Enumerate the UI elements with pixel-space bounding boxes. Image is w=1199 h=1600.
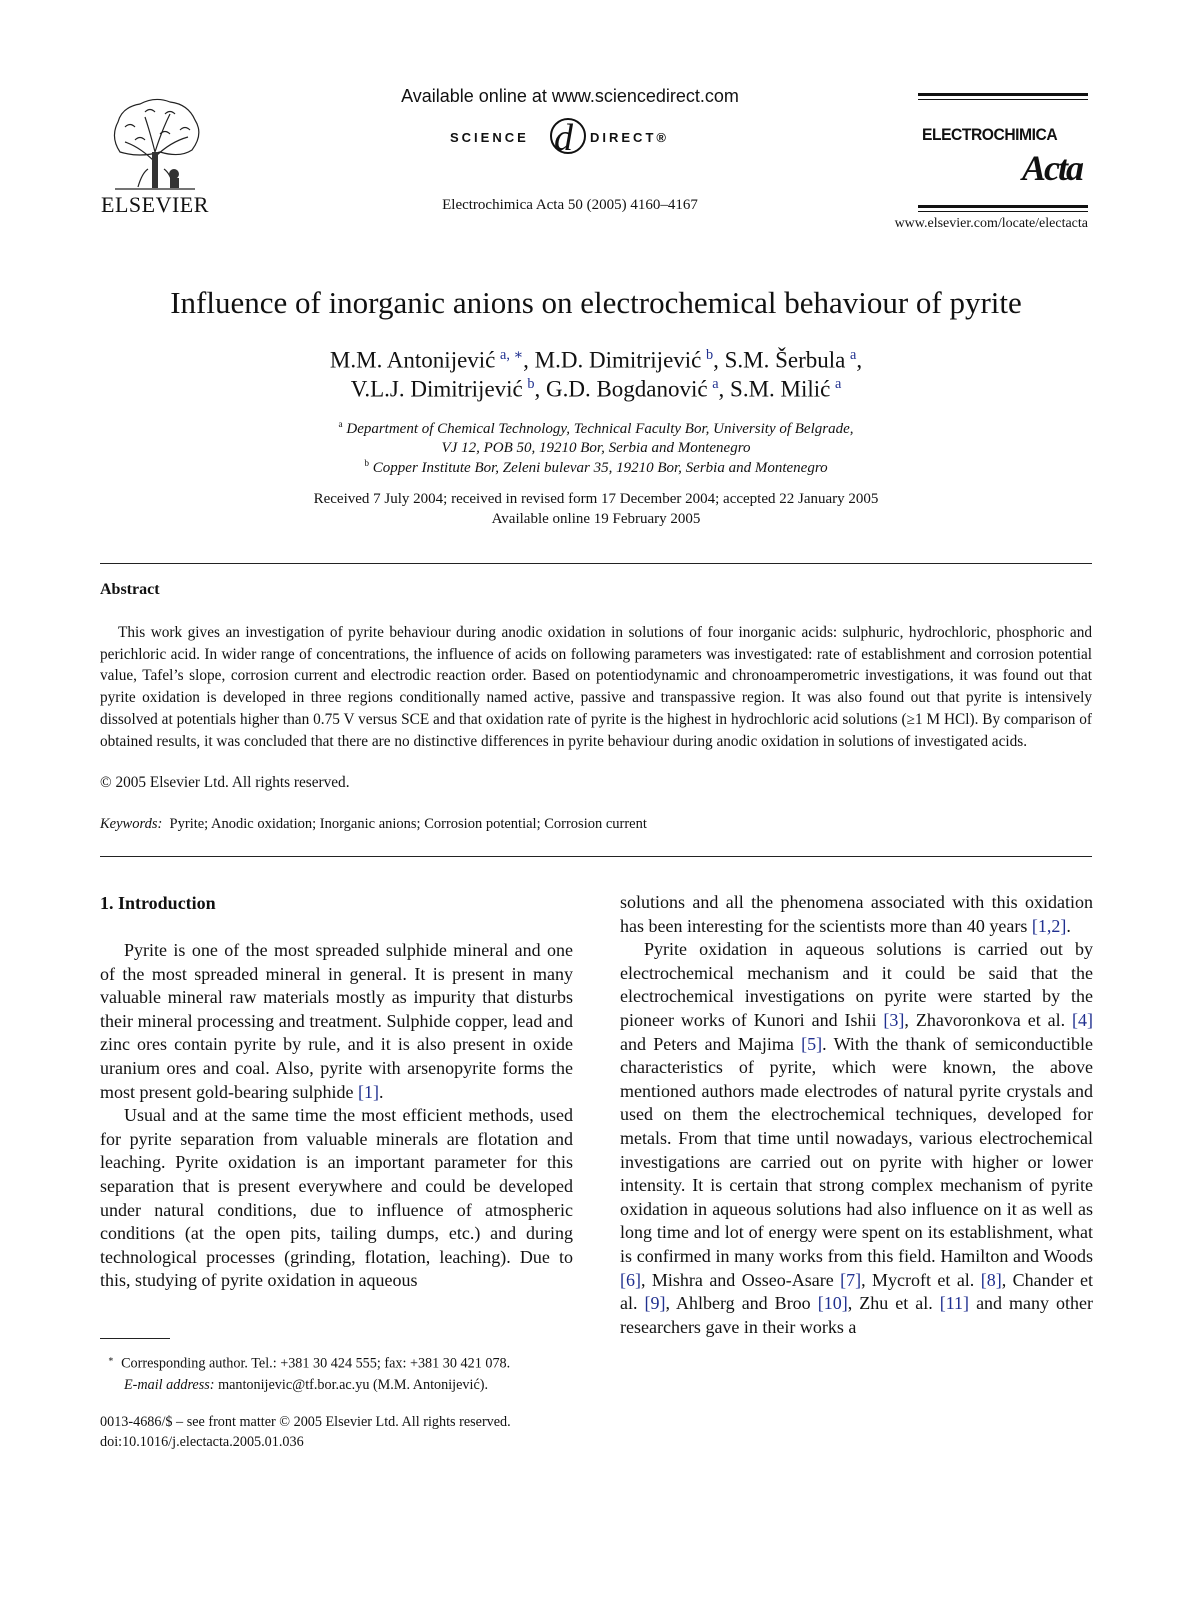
author-separator: , [718,376,731,402]
citation-link[interactable]: [4] [1072,1009,1094,1030]
author-list-line-2 [60,376,1132,403]
affiliation-link[interactable]: b [527,376,535,392]
affiliation-mark: a [338,420,343,430]
author-list-line-1 [60,347,1132,374]
left-column [100,939,573,1293]
paragraph: Pyrite is one of the most spreaded sulphide mineral and one of the most spreaded mineral in general. It is present in many valuable mineral raw materials mostly as impurity that disturbs their mineral processing and treatment. Sulphide copper, lead and zinc ores contain pyrite by rule, and it is also present in oxide uranium ores and coal. Also, pyrite with arsenopyrite forms the most present gold-bearing sulphide [1]. [100,940,573,1102]
footnote-rule [100,1338,170,1339]
affiliation-link[interactable]: a [834,376,842,392]
svg-text:SCIENCE: SCIENCE [450,130,529,145]
abstract-copyright: © 2005 Elsevier Ltd. All rights reserved. [100,774,350,791]
svg-text:d: d [554,117,573,159]
author-name: G.D. Bogdanović [545,376,708,402]
keywords-list: Pyrite; Anodic oxidation; Inorganic anions; Corrosion potential; Corrosion current [169,816,647,832]
footnote-mark: ∗ [108,1354,114,1364]
citation-link[interactable]: [9] [644,1293,666,1314]
sciencedirect-logo [440,114,700,162]
author-name: S.M. Šerbula [724,347,846,373]
citation-link[interactable]: [7] [840,1269,862,1290]
received-dates: Received 7 July 2004; received in revised form 17 December 2004; accepted 22 January 2005 [313,491,879,507]
right-column [620,891,1093,1339]
author-separator: , [523,347,535,373]
affiliation-link[interactable]: a [849,347,857,363]
journal-name-acta: Acta [1022,148,1082,188]
affiliation-text: Copper Institute Bor, Zeleni bulevar 35, 19210 Bor, Serbia and Montenegro [372,460,828,476]
author-name: M.M. Antonijević [329,347,496,373]
paragraph: solutions and all the phenomena associated with this oxidation has been interesting for the scientists more than 40 years [1,2]. [620,892,1093,936]
abstract-heading: Abstract [100,581,160,598]
footnote-text: Corresponding author. Tel.: +381 30 424 555; fax: +381 30 421 078. [121,1355,511,1372]
affiliation-b [60,459,1132,477]
affiliation-a-line-2: VJ 12, POB 50, 19210 Bor, Serbia and Montenegro [441,440,751,456]
journal-reference: Electrochimica Acta 50 (2005) 4160–4167 [442,197,698,213]
citation-link[interactable]: [1,2] [1031,915,1067,936]
available-online-banner[interactable]: Available online at www.sciencedirect.com [401,86,739,106]
affiliation-text: Department of Chemical Technology, Technical Faculty Bor, University of Belgrade, [346,421,854,437]
affiliation-link[interactable]: b [706,347,714,363]
svg-text:DIRECT®: DIRECT® [590,130,669,145]
section-heading-introduction: 1. Introduction [100,893,216,913]
affiliation-link[interactable]: a [712,376,719,392]
author-name: S.M. Milić [730,376,831,402]
citation-link[interactable]: [8] [980,1269,1002,1290]
journal-url-link[interactable]: www.elsevier.com/locate/electacta [894,216,1088,231]
affiliation-link[interactable]: a, ∗ [500,347,524,363]
author-name: V.L.J. Dimitrijević [350,376,523,402]
citation-link[interactable]: [6] [620,1269,641,1290]
citation-link[interactable]: [1] [357,1081,379,1102]
citation-link[interactable]: [3] [883,1009,905,1030]
affiliation-mark: b [364,459,370,469]
author-name: M.D. Dimitrijević [534,347,702,373]
doi-line[interactable]: doi:10.1016/j.electacta.2005.01.036 [100,1434,304,1450]
abstract-body: This work gives an investigation of pyrite behaviour during anodic oxidation in solutions of four inorganic acids: sulphuric, hydrochloric, phosphoric and perichloric acid. In wider range of concentrations, the influence of acids on following parameters was investigated: rate of establishment and corrosion potential value, Tafel’s slope, corrosion current and electrodic reaction order. Based on potentiodynamic and chronoamperometric investigations, it was found out that pyrite oxidation is developed in three regions conditionally named active, passive and transpassive region. It was also found out that pyrite is intensively dissolved at potentials higher than 0.75 V versus SCE and that oxidation rate of pyrite is the highest in hydrochloric acid solutions (≥1 M HCl). By comparison of obtained results, it was concluded that there are no distinctive differences in pyrite behaviour during anodic oxidation in solutions of investigated acids. [100,624,1092,750]
citation-link[interactable]: [5] [801,1033,823,1054]
paragraph: Usual and at the same time the most efficient methods, used for pyrite separation from valuable minerals are flotation and leaching. Pyrite oxidation is an important parameter for this separation that is present everywhere and could be developed under natural conditions, due to influence of atmospheric conditions (at the open pits, tailing dumps, etc.) and during technological processes (grinding, flotation, leaching). Due to this, studying of pyrite oxidation in aqueous [100,1105,573,1291]
divider [100,563,1092,564]
keywords-label: Keywords: [100,816,163,832]
citation-link[interactable]: [11] [939,1293,970,1314]
email-address[interactable]: mantonijevic@tf.bor.ac.yu (M.M. Antonijević). [218,1376,489,1393]
citation-link[interactable]: [10] [817,1293,848,1314]
divider [100,856,1092,857]
elsevier-wordmark: ELSEVIER [101,192,209,217]
author-separator: , [713,347,725,373]
issn-line: 0013-4686/$ – see front matter © 2005 Elsevier Ltd. All rights reserved. [100,1414,511,1430]
corresponding-author-footnote [100,1349,580,1396]
affiliation-a [60,420,1132,438]
author-separator: , [856,347,863,373]
keywords [100,816,647,833]
author-separator: , [534,376,546,402]
email-label: E-mail address: [124,1376,215,1393]
article-title: Influence of inorganic anions on electrochemical behaviour of pyrite [170,285,1022,320]
issn-doi [100,1412,620,1452]
journal-name: ELECTROCHIMICA [922,125,1058,144]
paragraph: Pyrite oxidation in aqueous solutions is carried out by electrochemical mechanism and it could be said that the electrochemical investigations on pyrite were started by the pioneer works of Kunori and Ishii [3], Zhavoronkova et al. [4] and Peters and Majima [5]. With the thank of semiconductible characteristics of pyrite, which were known, the above mentioned authors made electrodes of natural pyrite crystals and used on them the electrochemical techniques, developed for metals. From that time until nowadays, various electrochemical investigations are carried out on pyrite with higher or lower intensity. It is certain that strong complex mechanism of pyrite oxidation in aqueous solutions had also influence on it as well as long time and lot of energy were spent on its establishment, what is confirmed in many works from this field. Hamilton and Woods [6], Mishra and Osseo-Asare [7], Mycroft et al. [8], Chander et al. [9], Ahlberg and Broo [10], Zhu et al. [11] and many other researchers gave in their works a [620,939,1094,1337]
journal-masthead [918,93,1088,213]
available-online-date: Available online 19 February 2005 [491,511,701,527]
